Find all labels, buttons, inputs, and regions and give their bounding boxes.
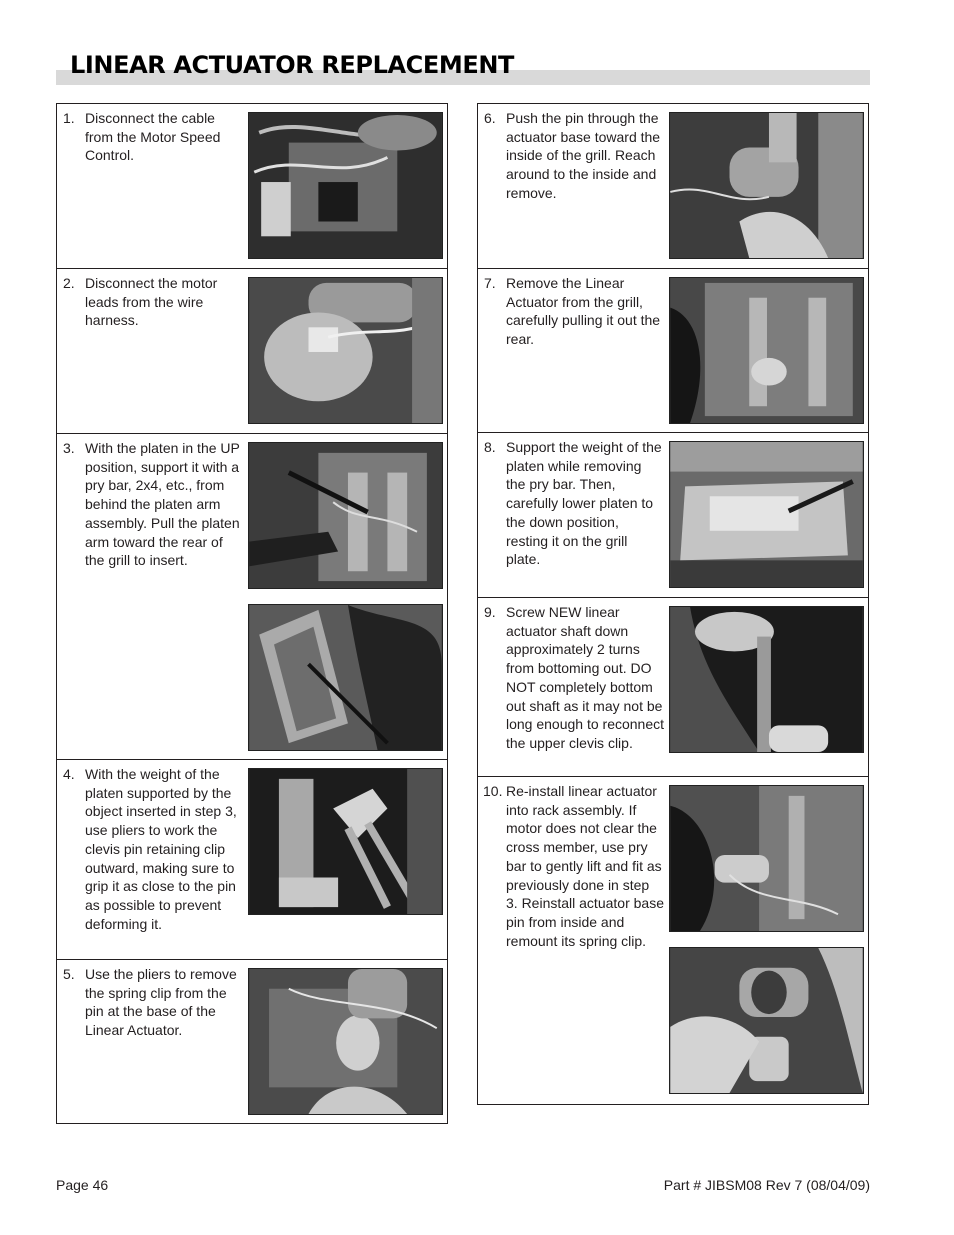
step-text: Remove the Linear Actuator from the grill, carefully pulling it out the rear. — [506, 275, 661, 348]
step-number: 2. — [63, 275, 75, 291]
step-2 — [57, 269, 447, 434]
step-number: 9. — [484, 604, 496, 620]
step-6 — [478, 104, 868, 269]
step-9-photo — [669, 606, 864, 753]
step-10-photo-a — [669, 785, 864, 932]
step-4 — [57, 760, 447, 960]
part-number: Part # JIBSM08 Rev 7 (08/04/09) — [663, 1177, 870, 1193]
steps-column-left — [56, 103, 448, 1124]
step-7 — [478, 269, 868, 433]
step-text: Disconnect the motor leads from the wire harness. — [85, 275, 218, 329]
step-number: 4. — [63, 766, 75, 782]
step-9 — [478, 598, 868, 777]
step-5 — [57, 960, 447, 1123]
step-7-photo — [669, 277, 864, 424]
step-text: Screw NEW linear actuator shaft down approximately 2 turns from bottoming out. DO NOT completely bottom out shaft as it may not be long enough to reconnect the upper clevis clip. — [506, 604, 665, 751]
step-number: 10. — [483, 783, 503, 799]
step-10 — [478, 777, 868, 1104]
step-text: Support the weight of the platen while removing the pry bar. Then, carefully lower platen to the down position, resting it on the grill plate. — [506, 439, 662, 568]
step-1-photo — [248, 112, 443, 259]
step-8-photo — [669, 441, 864, 588]
step-text: With the weight of the platen supported by the object inserted in step 3, use pliers to work the clevis pin retaining clip outward, making sure to grip it as close to the pin as possible to prevent deforming it. — [85, 766, 237, 932]
steps-column-right — [477, 103, 869, 1105]
step-text: Disconnect the cable from the Motor Speed Control. — [85, 110, 221, 164]
step-8 — [478, 433, 868, 598]
step-1 — [57, 104, 447, 269]
step-10-photo-b — [669, 947, 864, 1094]
step-2-photo — [248, 277, 443, 424]
step-text: With the platen in the UP position, support it with a pry bar, 2x4, etc., from behind the platen arm assembly. Pull the platen arm toward the rear of the grill to insert. — [85, 440, 240, 569]
step-number: 7. — [484, 275, 496, 291]
step-number: 6. — [484, 110, 496, 126]
step-number: 1. — [63, 110, 75, 126]
step-6-photo — [669, 112, 864, 259]
step-text: Re-install linear actuator into rack assembly. If motor does not clear the cross member, use pry bar to gently lift and fit as previously done in step 3. Reinstall actuator base pin from inside and remount its spring clip. — [506, 783, 664, 949]
step-4-photo — [248, 768, 443, 915]
page-title: LINEAR ACTUATOR REPLACEMENT — [70, 51, 515, 79]
page-number: Page 46 — [56, 1177, 109, 1193]
step-number: 3. — [63, 440, 75, 456]
step-text: Use the pliers to remove the spring clip from the pin at the base of the Linear Actuator. — [85, 966, 237, 1039]
step-number: 8. — [484, 439, 496, 455]
step-number: 5. — [63, 966, 75, 982]
step-3 — [57, 434, 447, 760]
step-5-photo — [248, 968, 443, 1115]
step-3-photo-a — [248, 442, 443, 589]
step-3-photo-b — [248, 604, 443, 751]
step-text: Push the pin through the actuator base toward the inside of the grill. Reach around to the inside and remove. — [506, 110, 661, 201]
